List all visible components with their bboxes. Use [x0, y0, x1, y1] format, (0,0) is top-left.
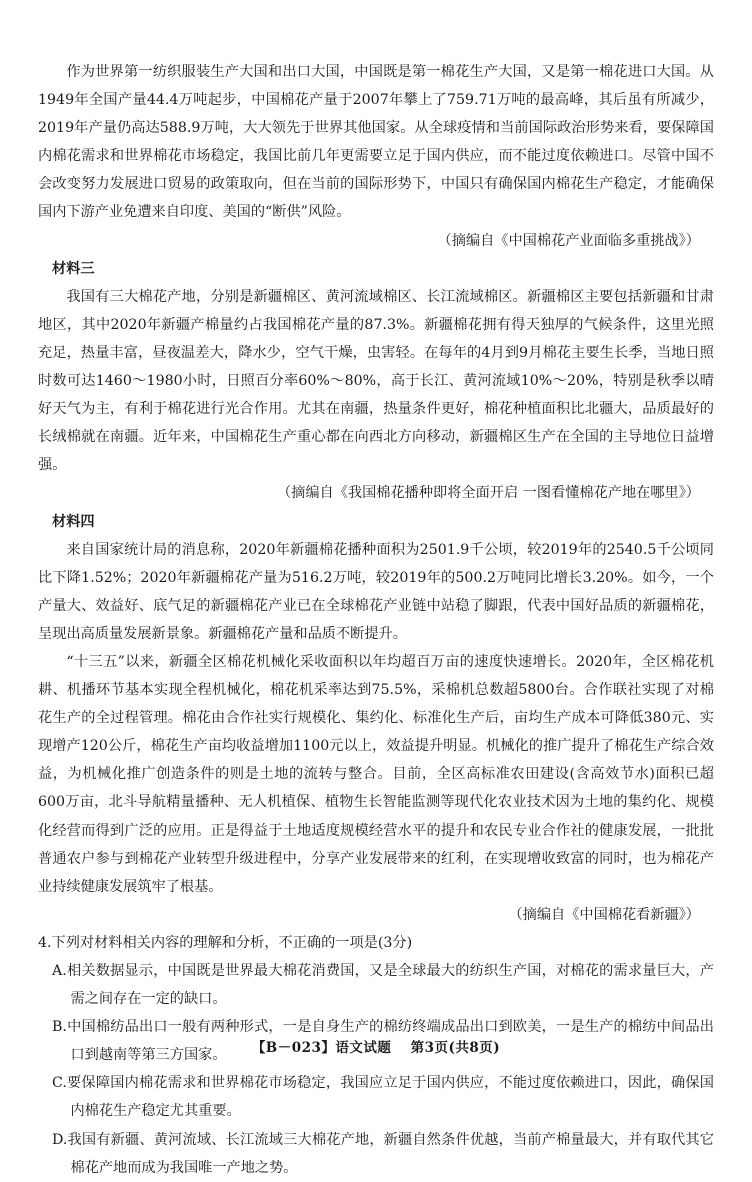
material3-paragraph: 我国有三大棉花产地，分别是新疆棉区、黄河流域棉区、长江流域棉区。新疆棉区主要包括新疆和甘肃地区，其中2020年新疆产棉量约占我国棉花产量的87.3%。新疆棉花拥有得天独厚的气候条件，这里光照充足，热量丰富，昼夜温差大，降水少，空气干燥，虫害轻。在每年的4月到9月棉花主要生长季，当地日照时数可达1460～1980小时，日照百分率60%～80%，高于长江、黄河流域10%～20%，特别是秋季以晴好天气为主，有利于棉花进行光合作用。尤其在南疆，热量条件更好，棉花种植面积比北疆大，品质最好的长绒棉就在南疆。近年来，中国棉花生产重心都在向西北方向移动，新疆棉区生产在全国的主导地位日益增强。	[38, 288, 714, 474]
question-option-a: A.相关数据显示，中国既是世界最大棉花消费国，又是全球最大的纺织生产国，对棉花的需求量巨大，产需之间存在一定的缺口。	[52, 963, 714, 1008]
page-footer	[0, 1036, 752, 1056]
exam-code: 【B－023】语文试题	[251, 1040, 392, 1056]
source-citation: （摘编自《中国棉花产业面临多重挑战》）	[437, 232, 700, 249]
question-option-c: C.要保障国内棉花需求和世界棉花市场稳定，我国应立足于国内供应，不能过度依赖进口，因此，确保国内棉花生产稳定尤其重要。	[52, 1075, 714, 1120]
question-option-d: D.我国有新疆、黄河流域、长江流域三大棉花产地，新疆自然条件优越，当前产棉量最大，并有取代其它棉花产地而成为我国唯一产地之势。	[52, 1131, 714, 1176]
page-number: 第3页(共8页)	[410, 1040, 501, 1056]
source-citation: （摘编自《我国棉花播种即将全面开启 一图看懂棉花产地在哪里》）	[276, 485, 700, 502]
source-citation: （摘编自《中国棉花看新疆》）	[508, 906, 700, 923]
material2-paragraph: 作为世界第一纺织服装生产大国和出口大国，中国既是第一棉花生产大国，又是第一棉花进口大国。从1949年全国产量44.4万吨起步，中国棉花产量于2007年攀上了759.71万吨的最高峰，其后虽有所减少，2019年产量仍高达588.9万吨，大大领先于世界其他国家。从全球疫情和当前国际政治形势来看，要保障国内棉花需求和世界棉花市场稳定，我国比前几年更需要立足于国内供应，而不能过度依赖进口。尽管中国不会改变努力发展进口贸易的政策取向，但在当前的国际形势下，中国只有确保国内棉花生产稳定，才能确保国内下游产业免遭来自印度、美国的“断供”风险。	[38, 64, 714, 221]
document-page	[38, 58, 714, 1182]
material4-paragraph: 来自国家统计局的消息称，2020年新疆棉花播种面积为2501.9千公顷，较2019年的2540.5千公顷同比下降1.52%；2020年新疆棉花产量为516.2万吨，较2019年的500.2万吨同比增长3.20%。如今，一个产量大、效益好、底气足的新疆棉花产业已在全球棉花产业链中站稳了脚跟，代表中国好品质的新疆棉花，呈现出高质量发展新景象。新疆棉花产量和品质不断提升。	[38, 541, 714, 642]
question-stem: 4.下列对材料相关内容的理解和分析，不正确的一项是(3分)	[38, 934, 413, 951]
material4-heading: 材料四	[52, 513, 95, 530]
question-option-b: B.中国棉纺品出口一般有两种形式，一是自身生产的棉纺终端成品出口到欧美，一是生产的棉纺中间品出口到越南等第三方国家。	[52, 1019, 714, 1064]
material3-heading: 材料三	[52, 260, 95, 277]
material4-paragraph: “十三五”以来，新疆全区棉花机械化采收面积以年均超百万亩的速度快速增长。2020年，全区棉花机耕、机播环节基本实现全程机械化，棉花机采率达到75.5%，采棉机总数超5800台。合作联社实现了对棉花生产的全过程管理。棉花由合作社实行规模化、集约化、标准化生产后，亩均生产成本可降低380元、实现增产120公斤，棉花生产亩均收益增加1100元以上，效益提升明显。机械化的推广提升了棉花生产综合效益，为机械化推广创造条件的则是土地的流转与整合。目前，全区高标准农田建设(含高效节水)面积已超600万亩，北斗导航精量播种、无人机植保、植物生长智能监测等现代化农业技术因为土地的集约化、规模化经营而得到广泛的应用。正是得益于土地适度规模经营水平的提升和农民专业合作社的健康发展，一批批普通农户参与到棉花产业转型升级进程中，分享产业发展带来的红利，在实现增收致富的同时，也为棉花产业持续健康发展筑牢了根基。	[38, 653, 714, 895]
